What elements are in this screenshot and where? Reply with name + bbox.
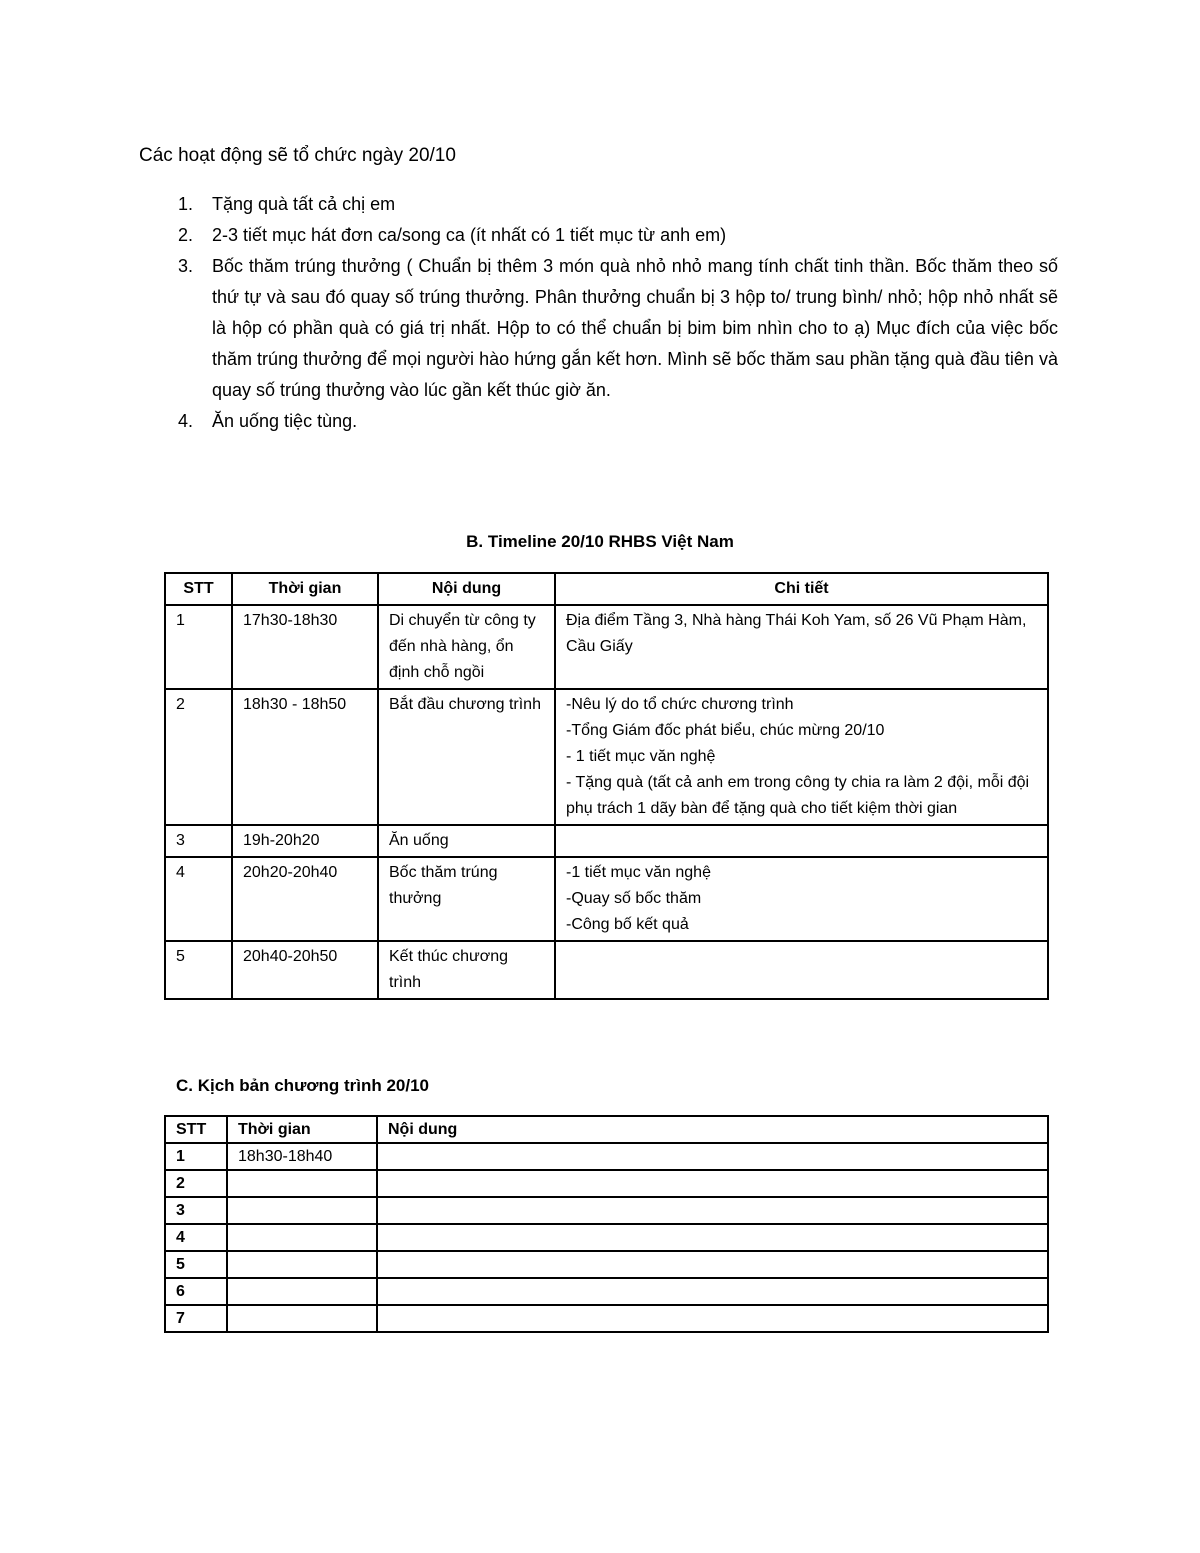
activity-list (178, 189, 1058, 437)
table-row (165, 1305, 1048, 1332)
row-time: 20h40-20h50 (232, 941, 378, 999)
table-row (165, 857, 1048, 941)
script-heading: C. Kịch bản chương trình 20/10 (176, 1076, 429, 1095)
activity-text: 2-3 tiết mục hát đơn ca/song ca (ít nhất có 1 tiết mục từ anh em) (212, 225, 727, 245)
row-time (227, 1170, 377, 1197)
row-content (377, 1278, 1048, 1305)
activity-number: 4. (178, 411, 194, 431)
activity-text: Tặng quà tất cả chị em (212, 194, 396, 214)
table-row (165, 825, 1048, 857)
detail-line: -Nêu lý do tổ chức chương trình (566, 696, 794, 713)
row-stt: 1 (165, 605, 232, 689)
row-time: 17h30-18h30 (232, 605, 378, 689)
header-details: Chi tiết (555, 573, 1048, 605)
row-stt: 2 (165, 689, 232, 825)
detail-line: - Tặng quà (tất cả anh em trong công ty chia ra làm 2 đội, mỗi đội phụ trách 1 dãy bàn để tặng quà cho tiết kiệm thời gian (566, 774, 1030, 817)
header-time: Thời gian (227, 1116, 377, 1143)
detail-line: -Quay số bốc thăm (566, 890, 702, 907)
row-details (555, 825, 1048, 857)
detail-line: Địa điểm Tầng 3, Nhà hàng Thái Koh Yam, số 26 Vũ Phạm Hàm, Cầu Giấy (566, 612, 1027, 655)
activity-item (178, 220, 1058, 251)
script-header-row (165, 1116, 1048, 1143)
row-details (555, 941, 1048, 999)
row-details (555, 689, 1048, 825)
activity-number: 1. (178, 194, 194, 214)
row-stt: 2 (165, 1170, 227, 1197)
header-content: Nội dung (377, 1116, 1048, 1143)
activity-item (178, 189, 1058, 220)
row-content: Di chuyển từ công ty đến nhà hàng, ổn định chỗ ngồi (378, 605, 555, 689)
header-content: Nội dung (378, 573, 555, 605)
row-stt: 7 (165, 1305, 227, 1332)
row-time (227, 1278, 377, 1305)
row-time (227, 1305, 377, 1332)
table-row (165, 689, 1048, 825)
header-time: Thời gian (232, 573, 378, 605)
table-row (165, 1143, 1048, 1170)
row-time (227, 1197, 377, 1224)
table-row (165, 605, 1048, 689)
row-time: 19h-20h20 (232, 825, 378, 857)
timeline-header-row (165, 573, 1048, 605)
row-content (377, 1170, 1048, 1197)
row-content: Kết thúc chương trình (378, 941, 555, 999)
detail-line: -Công bố kết quả (566, 916, 689, 933)
script-table (164, 1115, 1049, 1333)
intro-title: Các hoạt động sẽ tổ chức ngày 20/10 (139, 145, 456, 166)
table-row (165, 1278, 1048, 1305)
activity-text: Bốc thăm trúng thưởng ( Chuẩn bị thêm 3 món quà nhỏ nhỏ mang tính chất tinh thần. Bốc thăm theo số thứ tự và sau đó quay số trúng thưởng. Phân thưởng chuẩn bị 3 hộp to/ trung bình/ nhỏ; hộp nhỏ nhất sẽ là hộp có phần quà có giá trị nhất. Hộp to có thể chuẩn bị bim bim nhìn cho to ạ) Mục đích của việc bốc thăm trúng thưởng để mọi người hào hứng gắn kết hơn. Mình sẽ bốc thăm sau phần tặng quà đầu tiên và quay số trúng thưởng vào lúc gần kết thúc giờ ăn. (212, 256, 1058, 400)
row-time: 18h30-18h40 (227, 1143, 377, 1170)
row-time (227, 1224, 377, 1251)
header-stt: STT (165, 1116, 227, 1143)
timeline-heading: B. Timeline 20/10 RHBS Việt Nam (466, 532, 734, 551)
row-details (555, 605, 1048, 689)
activity-number: 2. (178, 225, 194, 245)
table-row (165, 1251, 1048, 1278)
row-stt: 4 (165, 1224, 227, 1251)
activity-text: Ăn uống tiệc tùng. (212, 411, 358, 431)
row-stt: 5 (165, 1251, 227, 1278)
timeline-table (164, 572, 1049, 1000)
row-content: Bắt đầu chương trình (378, 689, 555, 825)
activity-item (178, 406, 1058, 437)
row-time (227, 1251, 377, 1278)
row-content (377, 1224, 1048, 1251)
row-stt: 3 (165, 1197, 227, 1224)
row-content: Ăn uống (378, 825, 555, 857)
row-time: 20h20-20h40 (232, 857, 378, 941)
row-stt: 5 (165, 941, 232, 999)
detail-line: - 1 tiết mục văn nghệ (566, 748, 716, 765)
detail-line: -Tổng Giám đốc phát biểu, chúc mừng 20/10 (566, 722, 885, 739)
row-content (377, 1197, 1048, 1224)
row-stt: 1 (165, 1143, 227, 1170)
activity-number: 3. (178, 256, 194, 276)
table-row (165, 1170, 1048, 1197)
table-row (165, 1224, 1048, 1251)
row-content (377, 1143, 1048, 1170)
row-content: Bốc thăm trúng thưởng (378, 857, 555, 941)
header-stt: STT (165, 573, 232, 605)
row-stt: 4 (165, 857, 232, 941)
detail-line: -1 tiết mục văn nghệ (566, 864, 711, 881)
table-row (165, 1197, 1048, 1224)
row-time: 18h30 - 18h50 (232, 689, 378, 825)
row-content (377, 1305, 1048, 1332)
table-row (165, 941, 1048, 999)
row-stt: 3 (165, 825, 232, 857)
activity-item (178, 251, 1058, 406)
row-details (555, 857, 1048, 941)
row-content (377, 1251, 1048, 1278)
row-stt: 6 (165, 1278, 227, 1305)
